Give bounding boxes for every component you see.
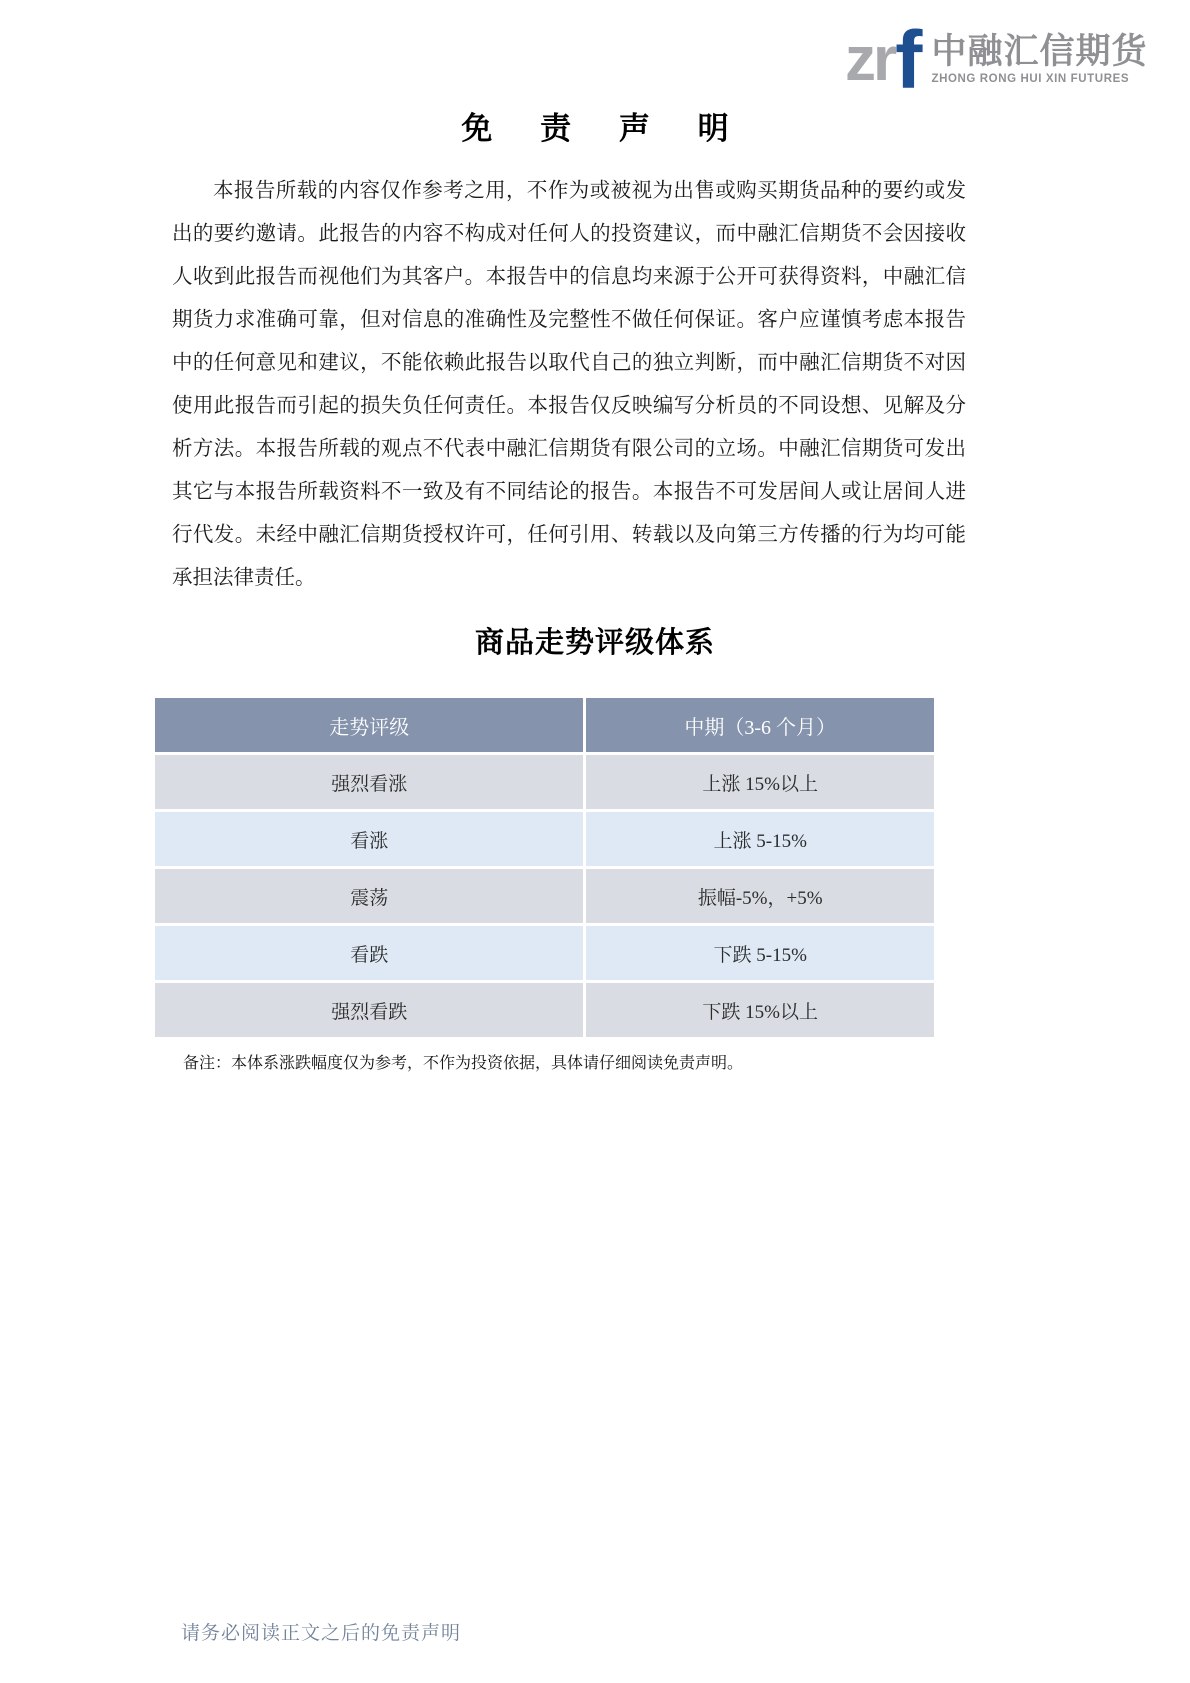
- page-footer-disclaimer-reminder: 请务必阅读正文之后的免责声明: [181, 1623, 462, 1644]
- table-row-rating: 强烈看涨: [155, 755, 583, 809]
- rating-table: [155, 698, 934, 1037]
- company-name-chinese: 中融汇信期货: [931, 31, 1148, 71]
- table-header-rating: 走势评级: [155, 698, 583, 752]
- logo-mark-zr: zr: [845, 25, 895, 94]
- disclaimer-paragraph: 本报告所载的内容仅作参考之用，不作为或被视为出售或购买期货品种的要约或发出的要约邀请。此报告的内容不构成对任何人的投资建议，而中融汇信期货不会因接收人收到此报告而视他们为其客户。本报告中的信息均来源于公开可获得资料，中融汇信期货力求准确可靠，但对信息的准确性及完整性不做任何保证。客户应谨慎考虑本报告中的任何意见和建议，不能依赖此报告以取代自己的独立判断，而中融汇信期货不对因使用此报告而引起的损失负任何责任。本报告仅反映编写分析员的不同设想、见解及分析方法。本报告所载的观点不代表中融汇信期货有限公司的立场。中融汇信期货可发出其它与本报告所载资料不一致及有不同结论的报告。本报告不可发居间人或让居间人进行代发。未经中融汇信期货授权许可，任何引用、转载以及向第三方传播的行为均可能承担法律责任。: [172, 180, 966, 589]
- table-row-range: 振幅-5%，+5%: [586, 869, 934, 923]
- company-logo: [845, 15, 1148, 106]
- table-row-range: 上涨 5-15%: [586, 812, 934, 866]
- logo-mark-f: f: [895, 15, 920, 106]
- table-row-range: 上涨 15%以上: [586, 755, 934, 809]
- table-row-rating: 强烈看跌: [155, 983, 583, 1037]
- disclaimer-title: 免 责 声 明: [461, 111, 749, 146]
- table-row-rating: 震荡: [155, 869, 583, 923]
- table-row-range: 下跌 5-15%: [586, 926, 934, 980]
- logo-names: [931, 31, 1148, 85]
- zrf-logo-icon: [845, 15, 920, 106]
- table-row-range: 下跌 15%以上: [586, 983, 934, 1037]
- rating-system-heading: 商品走势评级体系: [474, 627, 715, 659]
- table-note: 备注：本体系涨跌幅度仅为参考，不作为投资依据，具体请仔细阅读免责声明。: [183, 1055, 744, 1072]
- company-name-english: ZHONG RONG HUI XIN FUTURES: [931, 72, 1130, 85]
- table-header-midterm: 中期（3-6 个月）: [586, 698, 934, 752]
- table-row-rating: 看涨: [155, 812, 583, 866]
- table-row-rating: 看跌: [155, 926, 583, 980]
